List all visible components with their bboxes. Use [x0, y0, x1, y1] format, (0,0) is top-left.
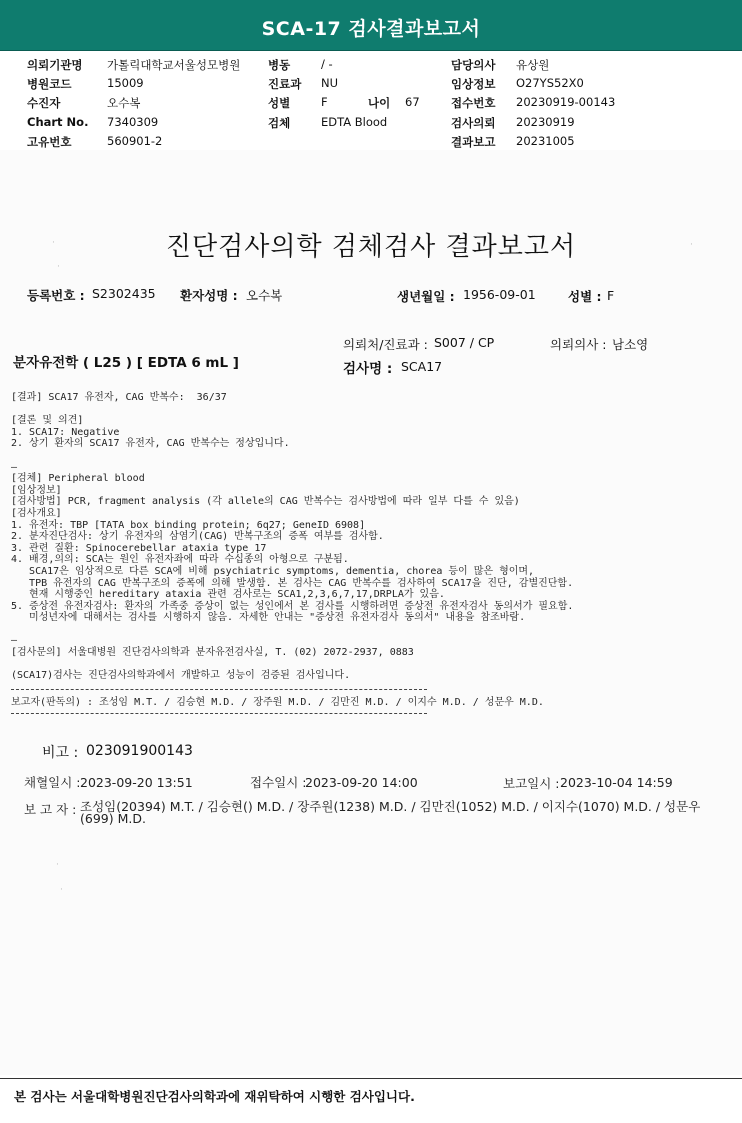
header-label: 검체	[268, 116, 291, 130]
header-value: / -	[321, 57, 333, 71]
doctor-label: 의뢰의사 :	[550, 337, 607, 352]
header-value: 유상원	[516, 58, 550, 72]
report-title: 진단검사의학 검체검사 결과보고서	[165, 232, 577, 262]
header-value: NU	[321, 76, 339, 90]
section-title: 분자유전학 ( L25 ) [ EDTA 6 mL ]	[13, 355, 239, 371]
header-label: 결과보고	[451, 135, 496, 149]
report-body-line	[11, 624, 736, 636]
sex-label: 성별 :	[568, 289, 602, 304]
report-body-line: 2. 상기 환자의 SCA17 유전자, CAG 반복수는 정상입니다.	[11, 438, 290, 450]
report-body-line: 현재 시행중인 hereditary ataxia 관련 검사로는 SCA1,2,3,6,7,17,DRPLA가 있음.	[11, 589, 445, 601]
banner-title: SCA-17 검사결과보고서	[261, 18, 481, 40]
header-label: 성별	[268, 96, 291, 110]
scan-artifact: ·	[52, 238, 55, 248]
report-body-line: —	[11, 461, 18, 473]
report-body-line: 4. 배경,의의: SCA는 원인 유전자좌에 따라 수십종의 아형으로 구분됨.	[11, 554, 349, 566]
receive-label: 접수일시 :	[250, 775, 307, 790]
report-body-line	[11, 659, 736, 671]
scan-artifact: ·	[57, 262, 60, 272]
reporter-line: 조성임(20394) M.T. / 김승현() M.D. / 장주원(1238) M.D. / 김만진(1052) M.D. / 이지수(1070) M.D. / 성문우	[80, 799, 701, 814]
report-body-line: TPB 유전자의 CAG 반복구조의 증폭에 의해 발생함. 본 검사는 CAG 반복수를 검사하여 SCA17을 진단, 감별진단함.	[11, 577, 574, 589]
dept-value: S007 / CP	[434, 335, 495, 350]
header-value: O27YS52X0	[516, 76, 584, 90]
header-label: 의뢰기관명	[27, 58, 83, 72]
name-value: 오수복	[246, 288, 283, 303]
report-body-line: [검사문의] 서울대병원 진단검사의학과 분자유전검사실, T. (02) 2072-2937, 0883	[11, 647, 414, 659]
doctor-value: 남소영	[612, 337, 649, 352]
header-value: F	[321, 95, 328, 109]
divider-line	[11, 689, 427, 690]
divider-line	[11, 713, 427, 714]
header-value: 오수복	[107, 96, 141, 110]
header-label: 진료과	[268, 77, 302, 91]
report-time-value: 2023-10-04 14:59	[560, 775, 673, 790]
report-body-line: [검사방법] PCR, fragment analysis (각 allele의 CAG 반복수는 검사방법에 따라 일부 다를 수 있음)	[11, 496, 520, 508]
header-label: 담당의사	[451, 58, 496, 72]
header-value: 67	[405, 95, 420, 109]
header-value: 560901-2	[107, 134, 163, 148]
sex-value: F	[607, 288, 615, 303]
header-label: 검사의뢰	[451, 116, 496, 130]
report-body-line: [임상정보]	[11, 484, 62, 496]
collect-label: 채혈일시 :	[24, 775, 81, 790]
dept-label: 의뢰처/진료과 :	[343, 337, 428, 352]
header-label: 접수번호	[451, 96, 496, 110]
report-body-line: (SCA17)검사는 진단검사의학과에서 개발하고 성능이 검증된 검사입니다.	[11, 670, 351, 682]
report-body-line	[11, 450, 736, 462]
reg-label: 등록번호 :	[27, 288, 85, 303]
test-value: SCA17	[401, 359, 443, 374]
header-label: 임상정보	[451, 77, 496, 91]
report-banner	[0, 0, 742, 51]
report-body-line: 1. 유전자: TBP [TATA box binding protein; 6q27; GeneID 6908]	[11, 519, 366, 531]
dob-value: 1956-09-01	[463, 287, 536, 302]
report-body-line: 1. SCA17: Negative	[11, 426, 120, 438]
test-label: 검사명 :	[343, 361, 393, 377]
note-value: 023091900143	[86, 743, 193, 759]
header-value: 20230919-00143	[516, 95, 616, 109]
report-body-line	[11, 404, 736, 416]
header-label: 나이	[368, 96, 391, 110]
report-body-line: [결론 및 의견]	[11, 415, 84, 427]
reporter-label: 보 고 자 :	[24, 802, 77, 817]
report-time-label: 보고일시 :	[503, 776, 560, 791]
report-body-line: [검체] Peripheral blood	[11, 473, 145, 485]
report-body-line: 2. 분자진단검사: 상기 유전자의 삼염기(CAG) 반복구조의 증폭 여부를 검사함.	[11, 531, 384, 543]
collect-value: 2023-09-20 13:51	[80, 775, 193, 790]
header-value: EDTA Blood	[321, 115, 388, 129]
footer-divider	[0, 1078, 742, 1079]
header-value: 15009	[107, 76, 144, 90]
report-body-line: —	[11, 635, 18, 647]
receive-value: 2023-09-20 14:00	[305, 775, 418, 790]
header-label: 수진자	[27, 96, 61, 110]
header-value: 가톨릭대학교서울성모병원	[107, 58, 241, 72]
header-value: 20231005	[516, 134, 575, 148]
scan-artifact: ·	[690, 240, 693, 250]
name-label: 환자성명 :	[180, 288, 238, 303]
report-body-line: 미성년자에 대해서는 검사를 시행하지 않음. 자세한 안내는 "증상전 유전자검사 동의서" 내용을 참조바람.	[11, 612, 526, 624]
scan-artifact: ·	[60, 885, 63, 895]
header-label: 병동	[268, 58, 291, 72]
reporter-line: (699) M.D.	[80, 811, 146, 826]
report-body-line: [검사개요]	[11, 507, 62, 519]
header-value: 20230919	[516, 115, 575, 129]
header-label: Chart No.	[27, 115, 89, 129]
report-body-line: SCA17은 임상적으로 다른 SCA에 비해 psychiatric symptoms, dementia, chorea 등이 많은 형이며,	[11, 565, 535, 577]
dob-label: 생년월일 :	[397, 289, 455, 304]
reg-value: S2302435	[92, 286, 156, 301]
footer-note: 본 검사는 서울대학병원진단검사의학과에 재위탁하여 시행한 검사입니다.	[14, 1089, 415, 1104]
report-body	[11, 392, 736, 682]
report-body-line: 5. 증상전 유전자검사: 환자의 가족중 증상이 없는 성인에서 본 검사를 시행하려면 증상전 유전자검사 동의서가 필요함.	[11, 600, 574, 612]
reporters-line: 보고자(판독의) : 조성임 M.T. / 김승현 M.D. / 장주원 M.D. / 김만진 M.D. / 이지수 M.D. / 성문우 M.D.	[11, 697, 544, 708]
header-label: 고유번호	[27, 135, 72, 149]
scan-artifact: ·	[56, 860, 59, 870]
report-body-line: [결과] SCA17 유전자, CAG 반복수: 36/37	[11, 392, 227, 403]
header-value: 7340309	[107, 115, 159, 129]
note-label: 비고 :	[42, 745, 79, 761]
report-body-line: 3. 관련 질환: Spinocerebellar ataxia type 17	[11, 542, 267, 554]
header-label: 병원코드	[27, 77, 72, 91]
